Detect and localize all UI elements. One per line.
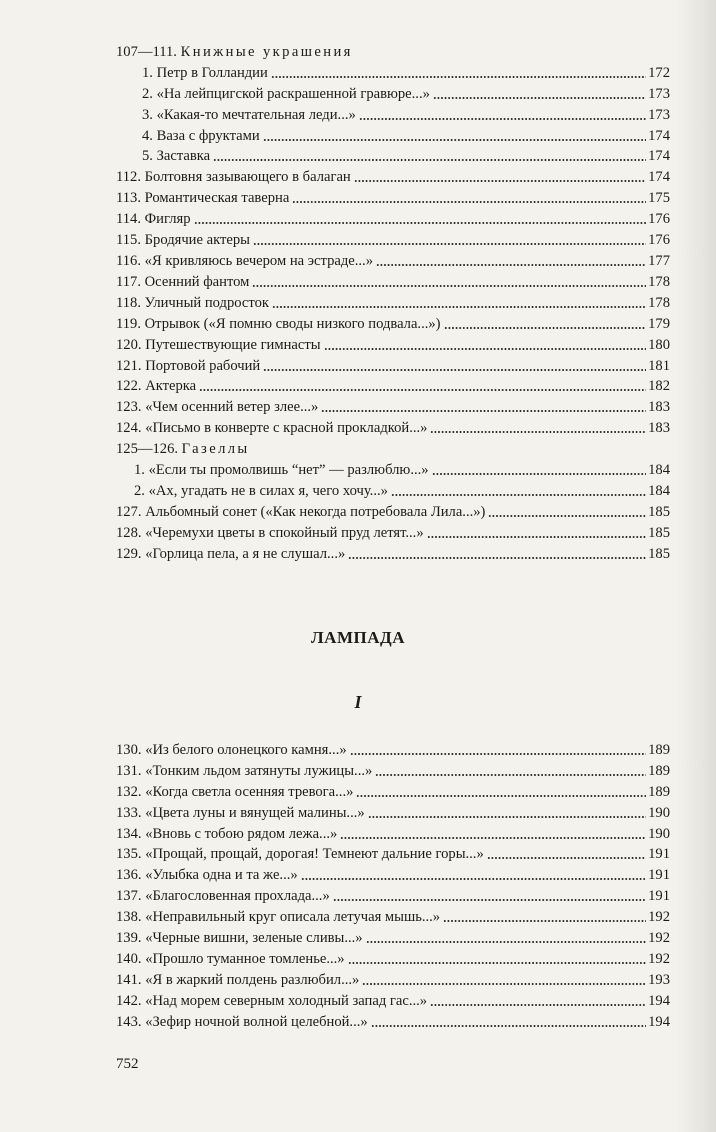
toc-entry-page: 176 — [648, 211, 670, 228]
toc-entry-title: 1. Петр в Голландии — [142, 64, 268, 81]
dot-leader — [263, 369, 646, 371]
toc-entry — [116, 884, 670, 905]
dot-leader — [333, 899, 646, 901]
toc-entry-title: 128. «Черемухи цветы в спокойный пруд летят...» — [116, 524, 424, 541]
toc-entry — [116, 759, 670, 780]
toc-entry-title: 113. Романтическая таверна — [116, 190, 290, 207]
toc-entry — [116, 61, 670, 82]
toc-group-heading — [116, 437, 670, 458]
toc-entry — [116, 291, 670, 312]
table-of-contents-upper — [116, 40, 670, 563]
toc-entry-title — [116, 440, 250, 458]
dot-leader — [433, 97, 646, 99]
toc-entry-page: 180 — [648, 336, 670, 353]
dot-leader — [430, 431, 646, 433]
toc-group-heading — [116, 40, 670, 61]
toc-entry-page: 181 — [648, 357, 670, 374]
toc-entry-title: 1. «Если ты промолвишь “нет” — разлюблю...» — [134, 462, 429, 479]
toc-entry-title: 121. Портовой рабочий — [116, 357, 261, 374]
toc-entry-page: 190 — [648, 804, 670, 821]
toc-entry — [116, 1010, 670, 1031]
toc-entry-title: 124. «Письмо в конверте с красной прокладкой...» — [116, 420, 428, 437]
toc-entry-title: 139. «Черные вишни, зеленые сливы...» — [116, 930, 363, 947]
toc-entry-title: 142. «Над морем северным холодный запад гас...» — [116, 992, 428, 1009]
toc-entry-page: 182 — [648, 378, 670, 395]
page-number: 752 — [116, 1056, 139, 1072]
toc-group-range: 125—126. — [116, 441, 182, 458]
toc-entry-page: 194 — [648, 992, 670, 1009]
toc-entry-title: 133. «Цвета луны и вянущей малины...» — [116, 804, 365, 821]
toc-entry-title: 134. «Вновь с тобою рядом лежа...» — [116, 825, 338, 842]
toc-entry-title: 119. Отрывок («Я помню своды низкого подвала...») — [116, 315, 441, 332]
page-edge-shadow — [676, 0, 716, 1132]
toc-entry — [116, 947, 670, 968]
toc-entry-title: 143. «Зефир ночной волной целебной...» — [116, 1013, 368, 1030]
toc-entry — [116, 395, 670, 416]
dot-leader — [359, 118, 646, 120]
toc-entry — [116, 416, 670, 437]
toc-entry-page: 173 — [648, 85, 670, 102]
dot-leader — [321, 410, 646, 412]
toc-entry-title: 2. «На лейпцигской раскрашенной гравюре...» — [142, 85, 430, 102]
part-number: I — [354, 692, 362, 712]
toc-entry-page: 184 — [648, 462, 670, 479]
toc-entry-page: 191 — [648, 888, 670, 905]
toc-entry — [116, 249, 670, 270]
toc-entry — [116, 165, 670, 186]
toc-entry-title — [116, 43, 353, 61]
toc-entry-title: 131. «Тонким льдом затянуты лужицы...» — [116, 762, 373, 779]
toc-entry-page: 178 — [648, 294, 670, 311]
dot-leader — [348, 557, 646, 559]
dot-leader — [368, 816, 646, 818]
toc-entry-page: 184 — [648, 482, 670, 499]
toc-entry-title: 129. «Горлица пела, а я не слушал...» — [116, 545, 346, 562]
toc-entry-title: 132. «Когда светла осенняя тревога...» — [116, 783, 354, 800]
toc-entry — [116, 103, 670, 124]
toc-entry-page: 175 — [648, 190, 670, 207]
dot-leader — [443, 920, 646, 922]
toc-entry-page: 174 — [648, 148, 670, 165]
toc-entry-title: 123. «Чем осенний ветер злее...» — [116, 399, 319, 416]
toc-entry — [116, 843, 670, 864]
dot-leader — [432, 473, 646, 475]
toc-entry-page: 189 — [648, 783, 670, 800]
toc-entry-page: 189 — [648, 741, 670, 758]
toc-entry-page: 178 — [648, 273, 670, 290]
toc-entry-title: 127. Альбомный сонет («Как некогда потребовала Лила...») — [116, 503, 486, 520]
dot-leader — [340, 837, 646, 839]
dot-leader — [366, 941, 646, 943]
section-title: ЛАМПАДА — [311, 628, 405, 647]
toc-entry-title: 137. «Благословенная прохлада...» — [116, 888, 330, 905]
dot-leader — [371, 1025, 646, 1027]
toc-entry-title: 112. Болтовня зазывающего в балаган — [116, 169, 351, 186]
toc-entry-title: 117. Осенний фантом — [116, 273, 250, 290]
toc-entry-title: 116. «Я кривляюсь вечером на эстраде...» — [116, 252, 373, 269]
toc-entry — [116, 822, 670, 843]
dot-leader — [488, 515, 646, 517]
toc-entry — [116, 458, 670, 479]
dot-leader — [199, 389, 646, 391]
toc-entry-page: 176 — [648, 232, 670, 249]
toc-entry-page: 192 — [648, 909, 670, 926]
toc-entry — [116, 186, 670, 207]
toc-entry — [116, 905, 670, 926]
toc-entry-page: 190 — [648, 825, 670, 842]
toc-entry-page: 174 — [648, 169, 670, 186]
toc-entry-title: 122. Актерка — [116, 378, 197, 395]
dot-leader — [444, 327, 646, 329]
toc-group-range: 107—111. — [116, 43, 181, 60]
dot-leader — [376, 264, 646, 266]
toc-entry — [116, 968, 670, 989]
toc-entry-title: 138. «Неправильный круг описала летучая мышь...» — [116, 909, 441, 926]
dot-leader — [292, 201, 646, 203]
toc-entry — [116, 312, 670, 333]
dot-leader — [213, 159, 646, 161]
dot-leader — [272, 306, 646, 308]
toc-entry-title: 140. «Прошло туманное томленье...» — [116, 950, 345, 967]
toc-entry — [116, 926, 670, 947]
toc-entry-page: 193 — [648, 971, 670, 988]
toc-entry — [116, 354, 670, 375]
toc-entry — [116, 542, 670, 563]
toc-entry-page: 172 — [648, 64, 670, 81]
toc-entry — [116, 989, 670, 1010]
dot-leader — [427, 536, 646, 538]
toc-entry-page: 192 — [648, 950, 670, 967]
toc-entry-page: 183 — [648, 420, 670, 437]
toc-entry-page: 173 — [648, 106, 670, 123]
dot-leader — [375, 774, 646, 776]
toc-entry-title: 114. Фигляр — [116, 211, 191, 228]
dot-leader — [362, 983, 646, 985]
toc-entry-title: 4. Ваза с фруктами — [142, 127, 260, 144]
toc-entry — [116, 228, 670, 249]
toc-entry-title: 130. «Из белого олонецкого камня...» — [116, 741, 347, 758]
dot-leader — [253, 243, 646, 245]
toc-entry-page: 183 — [648, 399, 670, 416]
toc-entry-title: 141. «Я в жаркий полдень разлюбил...» — [116, 971, 360, 988]
toc-entry — [116, 801, 670, 822]
toc-entry-page: 185 — [648, 524, 670, 541]
toc-entry-page: 189 — [648, 762, 670, 779]
toc-group-title: Книжные украшения — [180, 43, 353, 60]
toc-entry — [116, 375, 670, 396]
toc-entry — [116, 124, 670, 145]
toc-entry-page: 191 — [648, 867, 670, 884]
dot-leader — [356, 795, 646, 797]
dot-leader — [487, 857, 646, 859]
toc-entry-page: 174 — [648, 127, 670, 144]
toc-entry-page: 185 — [648, 545, 670, 562]
toc-entry-page: 177 — [648, 252, 670, 269]
toc-entry-page: 194 — [648, 1013, 670, 1030]
toc-entry — [116, 738, 670, 759]
toc-entry-page: 191 — [648, 846, 670, 863]
toc-entry-page: 179 — [648, 315, 670, 332]
dot-leader — [350, 753, 646, 755]
toc-entry-title: 5. Заставка — [142, 148, 211, 165]
toc-entry-title: 120. Путешествующие гимнасты — [116, 336, 321, 353]
dot-leader — [271, 76, 646, 78]
table-of-contents-lower — [116, 738, 670, 1031]
toc-entry-title: 135. «Прощай, прощай, дорогая! Темнеют дальние горы...» — [116, 846, 484, 863]
toc-entry — [116, 500, 670, 521]
toc-entry-title: 136. «Улыбка одна и та же...» — [116, 867, 298, 884]
dot-leader — [348, 962, 646, 964]
toc-entry-page: 185 — [648, 503, 670, 520]
toc-entry — [116, 780, 670, 801]
toc-entry — [116, 145, 670, 166]
dot-leader — [354, 180, 646, 182]
toc-entry-title: 3. «Какая-то мечтательная леди...» — [142, 106, 356, 123]
toc-entry-title: 115. Бродячие актеры — [116, 232, 250, 249]
toc-entry — [116, 479, 670, 500]
dot-leader — [430, 1004, 646, 1006]
toc-entry — [116, 863, 670, 884]
toc-entry — [116, 270, 670, 291]
toc-entry — [116, 521, 670, 542]
dot-leader — [194, 222, 646, 224]
toc-entry — [116, 82, 670, 103]
toc-entry — [116, 333, 670, 354]
dot-leader — [324, 348, 646, 350]
toc-entry-title: 2. «Ах, угадать не в силах я, чего хочу...» — [134, 482, 388, 499]
dot-leader — [391, 494, 646, 496]
dot-leader — [263, 139, 646, 141]
toc-group-title: Газеллы — [181, 441, 250, 458]
dot-leader — [301, 878, 646, 880]
dot-leader — [252, 285, 646, 287]
toc-entry-page: 192 — [648, 930, 670, 947]
toc-entry-title: 118. Уличный подросток — [116, 294, 269, 311]
toc-entry — [116, 207, 670, 228]
